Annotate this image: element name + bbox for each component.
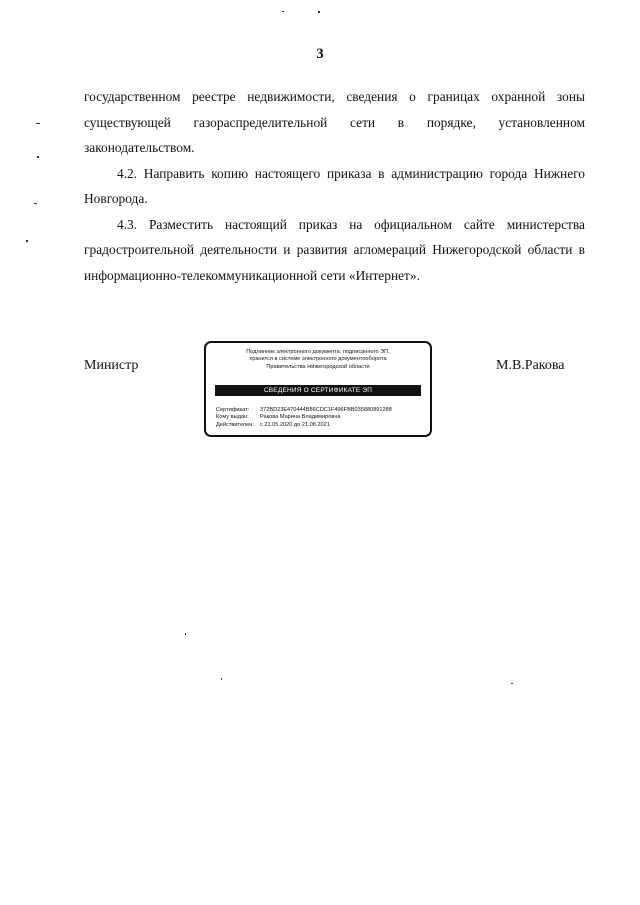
certificate-label: Сертификат: bbox=[216, 407, 250, 413]
owner-value: Ракова Марина Владимировна bbox=[260, 414, 341, 421]
scan-speck bbox=[185, 633, 186, 635]
stamp-owner-row bbox=[216, 414, 392, 421]
scan-speck bbox=[318, 11, 320, 13]
stamp-header-line: Подлинник электронного документа, подписанного ЭП, bbox=[246, 349, 390, 355]
validity-value: с 21.05.2020 до 21.08.2021 bbox=[260, 421, 330, 428]
signatory-name: М.В.Ракова bbox=[496, 358, 565, 373]
stamp-details bbox=[216, 407, 392, 429]
paragraph-registry: государственном реестре недвижимости, сведения о границах охранной зоны существующей газораспределительной сети в порядке, установленном законодательством. bbox=[84, 89, 585, 155]
stamp-certificate-row bbox=[216, 407, 392, 414]
scan-speck bbox=[221, 678, 222, 680]
stamp-header-line: Правительства Нижегородской области bbox=[266, 363, 370, 370]
scan-speck bbox=[37, 156, 39, 158]
scan-speck bbox=[34, 203, 37, 204]
scan-speck bbox=[282, 11, 284, 12]
page-number: 3 bbox=[316, 46, 324, 62]
scan-speck bbox=[511, 683, 513, 684]
validity-label: Действителен: bbox=[216, 421, 254, 428]
owner-label: Кому выдан: bbox=[216, 414, 249, 421]
paragraph-4-3: 4.3. Разместить настоящий приказ на официальном сайте министерства градостроительной деятельности и развития агломераций Нижегородской области в информационно-телекоммуникационной сети «Интернет». bbox=[84, 216, 585, 283]
stamp-header bbox=[206, 349, 430, 371]
stamp-certificate-title: СВЕДЕНИЯ О СЕРТИФИКАТЕ ЭП bbox=[215, 385, 421, 396]
electronic-signature-stamp bbox=[204, 341, 432, 437]
scan-speck bbox=[26, 240, 28, 242]
stamp-validity-row bbox=[216, 422, 392, 429]
scan-speck bbox=[36, 123, 40, 124]
signatory-position: Министр bbox=[84, 358, 139, 373]
paragraph-4-2: 4.2. Направить копию настоящего приказа в администрацию города Нижнего Новгорода. bbox=[84, 165, 585, 206]
document-body bbox=[84, 84, 585, 288]
stamp-header-line: хранится в системе электронного документооборота bbox=[249, 356, 387, 363]
certificate-value: 372BD23E470444B86CDC1F496FBB035880891288 bbox=[260, 407, 392, 413]
